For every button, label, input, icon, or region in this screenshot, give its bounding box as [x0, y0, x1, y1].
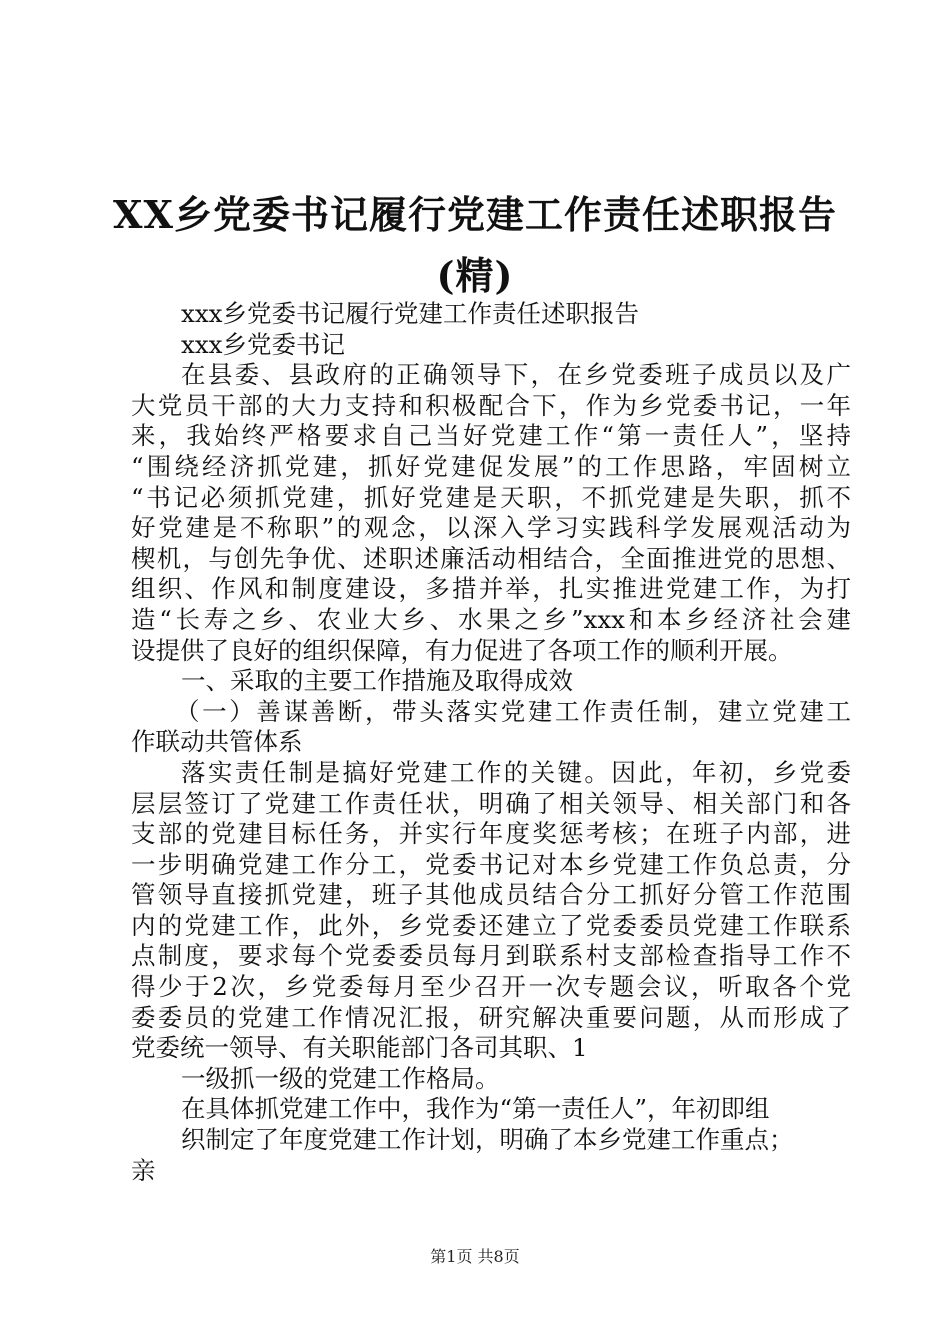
paragraph-line: 好党建是不称职”的观念，以深入学习实践科学发展观活动为 — [131, 513, 851, 543]
subsection-heading: 作联动共管体系 — [131, 727, 303, 757]
paragraph-line: 来，我始终严格要求自己当好党建工作“第一责任人”，坚持 — [131, 421, 851, 451]
paragraph-line: 党委统一领导、有关职能部门各司其职、1 — [131, 1033, 588, 1063]
paragraph-line: 点制度，要求每个党委委员每月到联系村支部检查指导工作不 — [131, 941, 851, 971]
paragraph-line: 造“长寿之乡、农业大乡、水果之乡”xxx和本乡经济社会建 — [131, 604, 851, 634]
paragraph-line: 一步明确党建工作分工，党委书记对本乡党建工作负总责，分 — [131, 849, 851, 879]
paragraph-line: 在具体抓党建工作中，我作为“第一责任人”，年初即组 — [181, 1094, 770, 1124]
document-title-line-2: (精) — [436, 253, 514, 298]
paragraph-line: 层层签订了党建工作责任状，明确了相关领导、相关部门和各 — [131, 788, 851, 818]
paragraph-line: 得少于2次，乡党委每月至少召开一次专题会议，听取各个党 — [131, 972, 851, 1002]
paragraph-line: 大党员干部的大力支持和积极配合下，作为乡党委书记，一年 — [131, 390, 851, 420]
paragraph-line: “书记必须抓党建，抓好党建是天职，不抓党建是失职，抓不 — [131, 482, 851, 512]
paragraph-line: 楔机，与创先争优、述职述廉活动相结合，全面推进党的思想、 — [131, 543, 851, 573]
author-line: xxx乡党委书记 — [181, 329, 345, 359]
paragraph-line: 在县委、县政府的正确领导下，在乡党委班子成员以及广 — [181, 360, 851, 390]
paragraph-line: 织制定了年度党建工作计划，明确了本乡党建工作重点； — [181, 1125, 794, 1155]
subtitle-line: xxx乡党委书记履行党建工作责任述职报告 — [181, 299, 639, 328]
paragraph-line: 亲 — [131, 1155, 156, 1185]
paragraph-line: 支部的党建目标任务，并实行年度奖惩考核；在班子内部，进 — [131, 819, 851, 849]
paragraph-line: “围绕经济抓党建，抓好党建促发展”的工作思路，牢固树立 — [131, 451, 851, 481]
document-title-line-1: XX乡党委书记履行党建工作责任述职报告 — [113, 192, 837, 237]
paragraph-line: 委委员的党建工作情况汇报，研究解决重要问题，从而形成了 — [131, 1002, 851, 1032]
paragraph-line: 设提供了良好的组织保障，有力促进了各项工作的顺利开展。 — [131, 635, 793, 665]
paragraph-line: 组织、作风和制度建设，多措并举，扎实推进党建工作，为打 — [131, 574, 851, 604]
paragraph-line: 落实责任制是搞好党建工作的关键。因此，年初，乡党委 — [181, 757, 851, 787]
paragraph-line: 管领导直接抓党建，班子其他成员结合分工抓好分管工作范围 — [131, 880, 851, 910]
section-heading: 一、采取的主要工作措施及取得成效 — [181, 666, 573, 696]
paragraph-line: 内的党建工作，此外，乡党委还建立了党委委员党建工作联系 — [131, 910, 851, 940]
paragraph-line: 一级抓一级的党建工作格局。 — [181, 1063, 500, 1093]
document-body — [131, 299, 851, 1186]
subsection-heading: （一）善谋善断，带头落实党建工作责任制，建立党建工 — [175, 696, 851, 726]
page-number-footer: 第1页 共8页 — [430, 1247, 520, 1266]
